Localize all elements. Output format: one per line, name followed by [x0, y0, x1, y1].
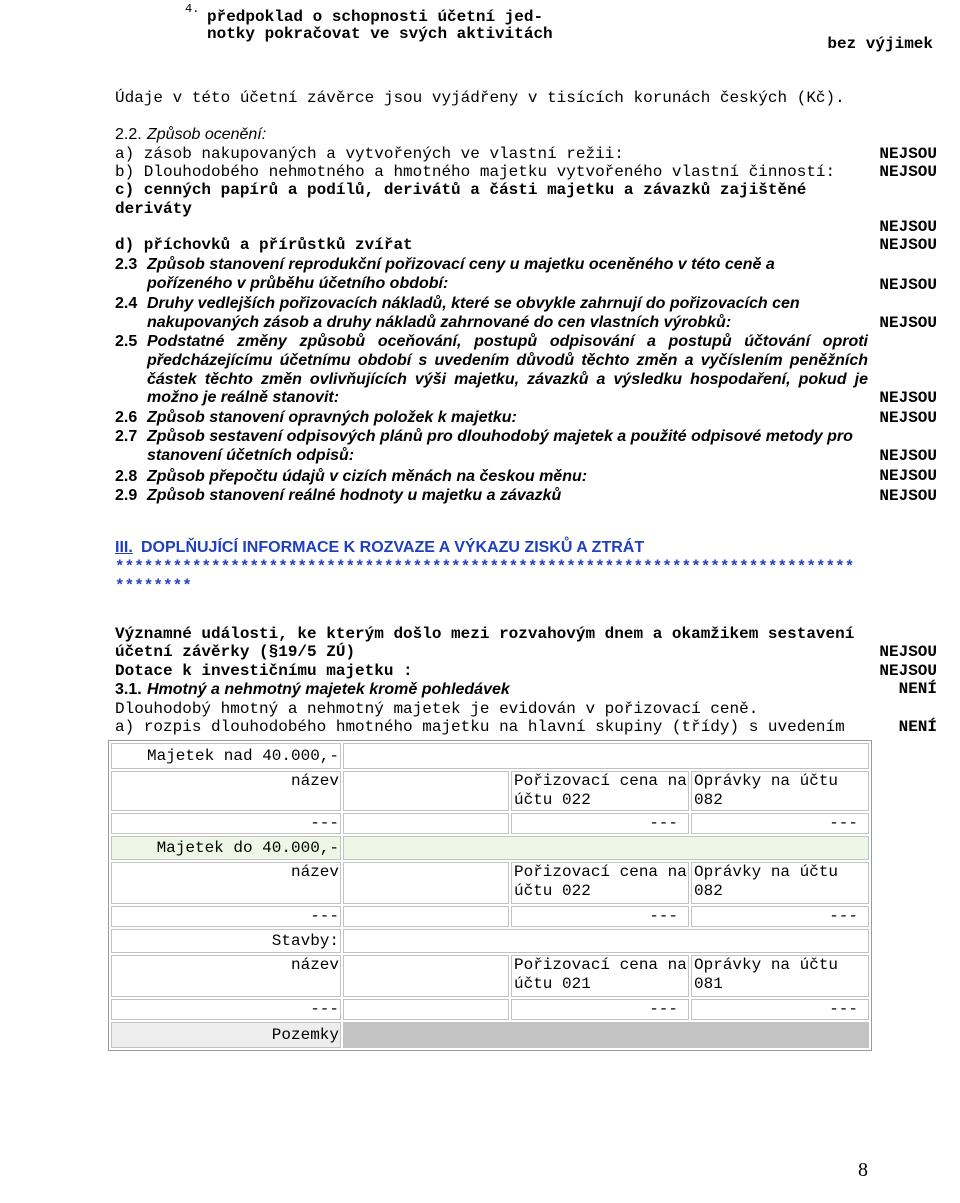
shaded-cell: [343, 1022, 869, 1048]
method-2-4-value: NEJSOU: [879, 314, 937, 332]
units-note: Údaje v této účetní závěrce jsou vyjádřeny v tisících korunách českých (Kč).: [115, 89, 845, 107]
depreciation-label: Oprávky na účtu 082: [691, 771, 869, 811]
method-2-5-line-4: možno je reálně stanovit:: [147, 389, 340, 406]
name-label: název: [111, 862, 341, 904]
method-2-7-line-2: stanovení účetních odpisů:: [147, 447, 355, 464]
events-value: NEJSOU: [879, 643, 937, 661]
valuation-item-c-line-2: deriváty: [115, 200, 192, 218]
events-line-2: účetní závěrky (§19/5 ZÚ): [115, 643, 356, 661]
depreciation-value: ---: [691, 906, 869, 927]
method-2-6-line-1: Způsob stanovení opravných položek k majetku:: [147, 409, 517, 426]
method-2-9-value: NEJSOU: [879, 487, 937, 505]
depreciation-label: Oprávky na účtu 081: [691, 955, 869, 997]
depreciation-value: ---: [691, 813, 869, 834]
fixed-assets-note: Dlouhodobý hmotný a nehmotný majetek je evidován v pořizovací ceně.: [115, 700, 759, 718]
valuation-item-c-line-1: c) cenných papírů a podílů, derivátů a části majetku a závazků zajištěné: [115, 181, 807, 199]
fixed-assets-breakdown-value: NENÍ: [898, 718, 937, 736]
valuation-item-c-value: NEJSOU: [879, 218, 937, 236]
events-line-1: Významné události, ke kterým došlo mezi rozvahovým dnem a okamžikem sestavení: [115, 625, 855, 643]
item-value: bez výjimek: [827, 35, 933, 53]
cost-label: Pořizovací cena na účtu 022: [511, 862, 689, 904]
cost-label: Pořizovací cena na účtu 021: [511, 955, 689, 997]
cost-value: ---: [511, 999, 689, 1020]
cost-value: ---: [511, 813, 689, 834]
section-2-2-title: Způsob ocenění:: [147, 126, 267, 143]
method-2-3-line-2: pořízeného v průběhu účetního období:: [147, 275, 449, 292]
method-2-5-line-2: předcházejícímu účetnímu období s uvedením důvodů těchto změn a vyčíslením peněžních: [147, 352, 868, 369]
empty-cell: [343, 813, 509, 834]
method-2-4-line-1: Druhy vedlejších pořizovacích nákladů, které se obvykle zahrnují do pořizovacích cen: [147, 295, 800, 312]
valuation-item-a-text: a) zásob nakupovaných a vytvořených ve vlastní režii:: [115, 145, 624, 163]
section-3-stars-line-2: ********: [115, 577, 192, 595]
section-3-number: III.: [115, 539, 133, 556]
method-2-3-line-1: Způsob stanovení reprodukční pořizovací ceny u majetku oceněného v této ceně a: [147, 256, 775, 273]
valuation-item-a-value: NEJSOU: [879, 145, 937, 163]
method-2-7-line-1: Způsob sestavení odpisových plánů pro dlouhodobý majetek a použité odpisové metody pro: [147, 428, 853, 445]
method-2-4-number: 2.4: [115, 295, 138, 312]
method-2-6-value: NEJSOU: [879, 409, 937, 427]
section-3-stars-line-1: *****************************************************************************: [115, 558, 855, 576]
group-heading: Majetek nad 40.000,-: [111, 743, 341, 769]
empty-cell: [343, 862, 509, 904]
method-2-7-number: 2.7: [115, 428, 138, 445]
method-2-8-number: 2.8: [115, 468, 138, 485]
name-label: název: [111, 771, 341, 811]
section-3-1-value: NENÍ: [898, 680, 937, 698]
method-2-3-number: 2.3: [115, 256, 138, 273]
empty-cell: [343, 836, 869, 860]
name-value: ---: [111, 906, 341, 927]
fixed-assets-breakdown: a) rozpis dlouhodobého hmotného majetku na hlavní skupiny (třídy) s uvedením: [115, 718, 845, 736]
name-label: název: [111, 955, 341, 997]
depreciation-label: Oprávky na účtu 082: [691, 862, 869, 904]
method-2-9-number: 2.9: [115, 487, 138, 504]
method-2-5-line-1: Podstatné změny způsobů oceňování, postupů odpisování a postupů účtování oproti: [147, 333, 868, 350]
subsidy-value: NEJSOU: [879, 662, 937, 680]
asset-table: [108, 740, 872, 1051]
method-2-5-line-3: částek těchto změn ovlivňujících výši majetku, závazků a výsledku hospodaření, pokud je: [147, 371, 868, 388]
valuation-item-d-value: NEJSOU: [879, 236, 937, 254]
valuation-item-b-text: b) Dlouhodobého nehmotného a hmotného majetku vytvořeného vlastní činností:: [115, 163, 836, 181]
empty-cell: [343, 929, 869, 953]
item-number: 4.: [185, 2, 200, 16]
method-2-5-value: NEJSOU: [879, 389, 937, 407]
empty-cell: [343, 771, 509, 811]
empty-cell: [343, 906, 509, 927]
item-text-line-2: notky pokračovat ve svých aktivitách: [207, 25, 553, 43]
empty-cell: [343, 743, 869, 769]
group-heading: Stavby:: [111, 929, 341, 953]
method-2-7-value: NEJSOU: [879, 447, 937, 465]
name-value: ---: [111, 999, 341, 1020]
group-heading: Majetek do 40.000,-: [111, 836, 341, 860]
method-2-8-value: NEJSOU: [879, 467, 937, 485]
item-text-line-1: předpoklad o schopnosti účetní jed-: [207, 8, 544, 26]
cost-value: ---: [511, 906, 689, 927]
section-2-2-number: 2.2.: [115, 126, 142, 143]
section-3-1-title: Hmotný a nehmotný majetek kromě pohledávek: [147, 681, 510, 698]
method-2-6-number: 2.6: [115, 409, 138, 426]
valuation-item-b-value: NEJSOU: [879, 163, 937, 181]
empty-cell: [343, 999, 509, 1020]
method-2-8-line-1: Způsob přepočtu údajů v cizích měnách na českou měnu:: [147, 468, 588, 485]
method-2-4-line-2: nakupovaných zásob a druhy nákladů zahrnované do cen vlastních výrobků:: [147, 314, 732, 331]
empty-cell: [343, 955, 509, 997]
section-3-1-number: 3.1.: [115, 681, 142, 698]
method-2-5-number: 2.5: [115, 333, 138, 350]
depreciation-value: ---: [691, 999, 869, 1020]
name-value: ---: [111, 813, 341, 834]
subsidy-text: Dotace k investičnímu majetku :: [115, 662, 413, 680]
land-label: Pozemky: [111, 1022, 341, 1048]
cost-label: Pořizovací cena na účtu 022: [511, 771, 689, 811]
section-3-title: DOPLŇUJÍCÍ INFORMACE K ROZVAZE A VÝKAZU ZISKŮ A ZTRÁT: [141, 539, 645, 556]
method-2-9-line-1: Způsob stanovení reálné hodnoty u majetku a závazků: [147, 487, 562, 504]
valuation-item-d-text: d) příchovků a přírůstků zvířat: [115, 236, 413, 254]
method-2-3-value: NEJSOU: [879, 276, 937, 294]
page-number: 8: [858, 1159, 868, 1181]
